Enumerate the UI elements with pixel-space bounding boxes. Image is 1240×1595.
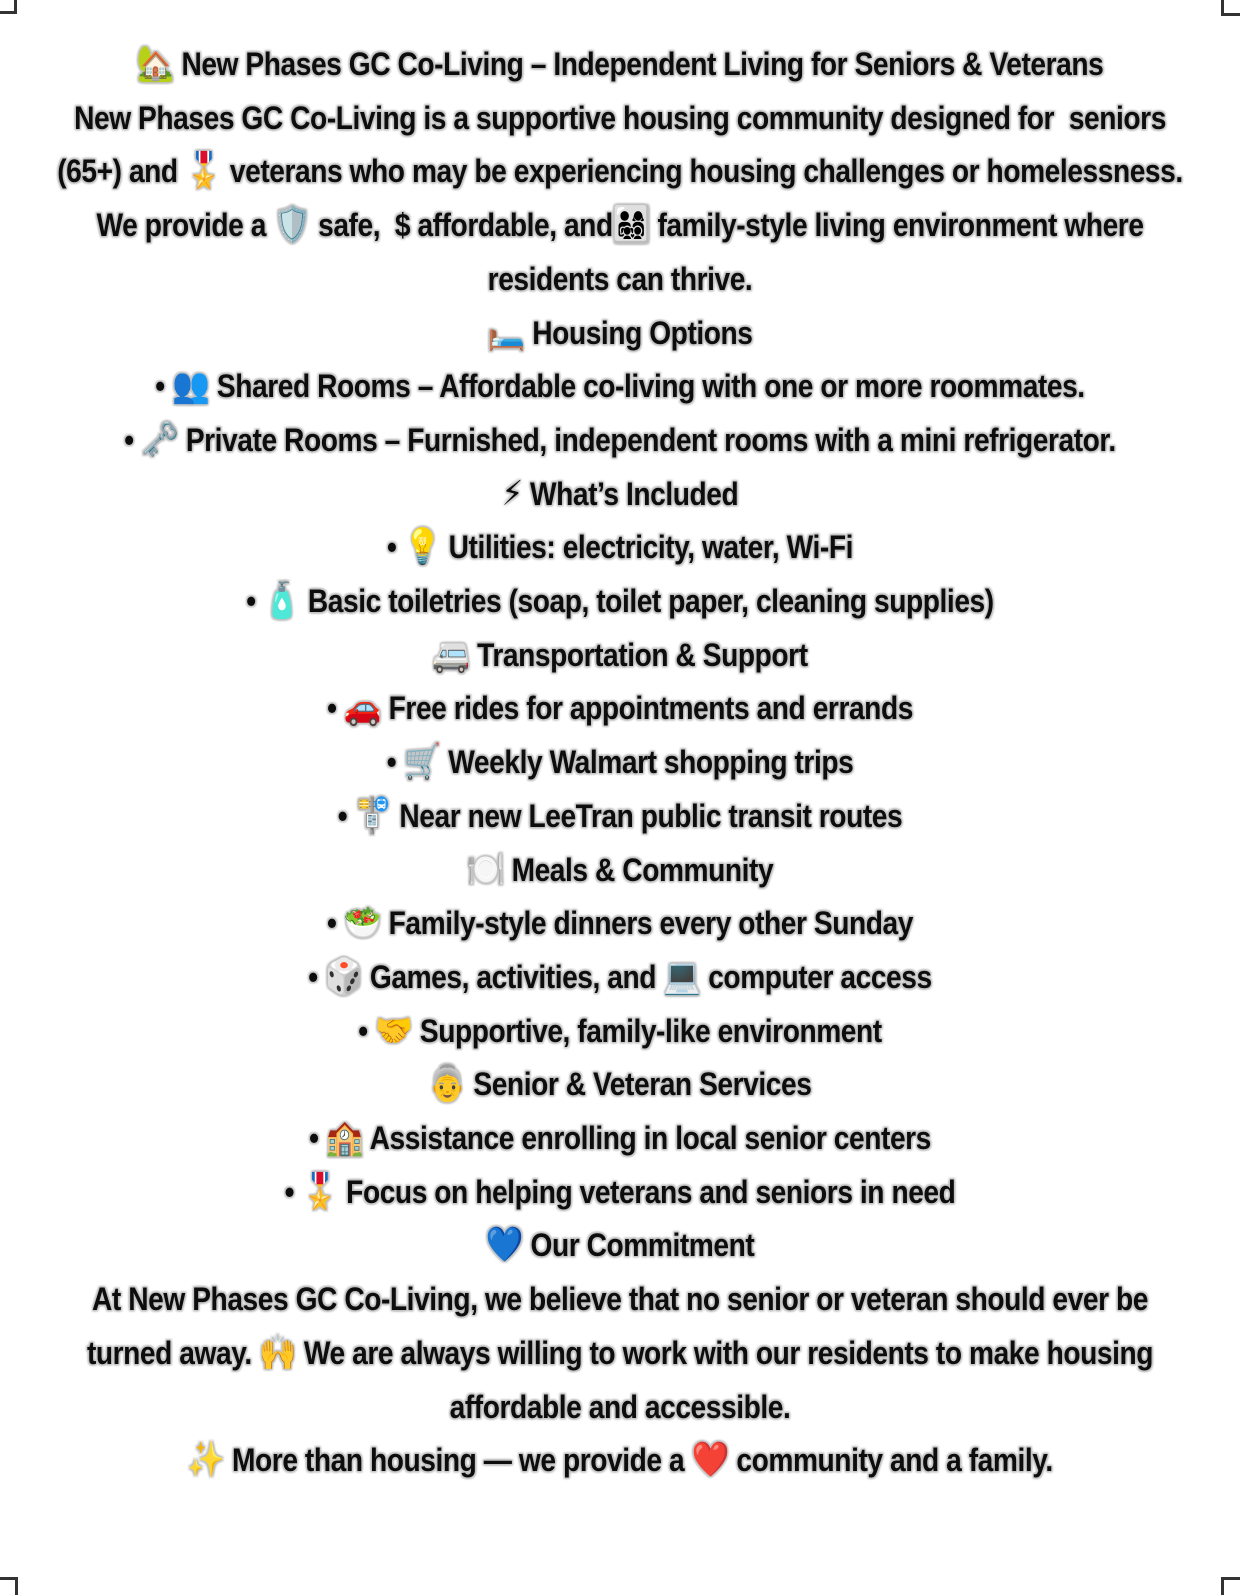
- text-segment: Games, activities, and: [362, 958, 664, 995]
- raising-hands-icon: 🙌: [259, 1333, 297, 1372]
- bullet-leetran-routes: [0, 790, 1240, 844]
- bullet-shared-rooms: [0, 360, 1240, 414]
- heading-our-commitment: [0, 1219, 1240, 1273]
- bed-icon: 🛏️: [487, 313, 525, 352]
- bullet-marker: •: [337, 797, 355, 834]
- military-medal-icon: 🎖️: [185, 152, 223, 191]
- bullet-marker: •: [155, 368, 173, 405]
- high-voltage-icon: ⚡: [501, 474, 523, 513]
- heading-meals-community: [0, 844, 1240, 898]
- laptop-icon: 💻: [663, 957, 701, 996]
- bullet-marker: •: [246, 583, 264, 620]
- text-segment: Assistance enrolling in local senior centers: [363, 1120, 931, 1157]
- commitment-line-1: [0, 1273, 1240, 1327]
- corner-mark-top-right: [1221, 0, 1240, 16]
- house-with-garden-icon: 🏡: [136, 45, 175, 83]
- text-segment: Focus on helping veterans and seniors in need: [338, 1173, 956, 1210]
- military-medal-icon: 🎖️: [301, 1172, 339, 1211]
- shield-icon: 🛡️: [273, 206, 311, 245]
- intro-line-2: [0, 145, 1240, 199]
- light-bulb-icon: 💡: [403, 528, 442, 567]
- commitment-line-3: [0, 1381, 1240, 1435]
- bus-stop-icon: 🚏: [354, 796, 393, 835]
- text-segment: safe, $ affordable, and: [310, 207, 613, 244]
- blue-heart-icon: 💙: [485, 1226, 524, 1265]
- corner-mark-top-left: [0, 0, 17, 14]
- heading-housing-options: [0, 307, 1240, 361]
- text-segment: Housing Options: [524, 314, 753, 351]
- red-heart-icon: ❤️: [691, 1441, 729, 1480]
- intro-line-4: [0, 253, 1240, 307]
- corner-mark-bottom-right: [1221, 1577, 1240, 1595]
- old-key-icon: 🗝️: [141, 420, 179, 459]
- lotion-bottle-icon: 🧴: [263, 582, 301, 621]
- intro-line-1: [0, 92, 1240, 146]
- bullet-marker: •: [308, 958, 326, 995]
- text-segment: Basic toiletries (soap, toilet paper, cleaning supplies): [300, 583, 994, 620]
- text-segment: Utilities: electricity, water, Wi-Fi: [441, 529, 853, 566]
- text-segment: residents can thrive.: [487, 260, 753, 297]
- text-segment: turned away.: [86, 1334, 260, 1371]
- commitment-line-2: [0, 1327, 1240, 1381]
- bullet-marker: •: [284, 1173, 302, 1210]
- text-segment: More than housing — we provide a: [224, 1442, 692, 1479]
- bullet-marker: •: [327, 690, 344, 727]
- bullet-marker: •: [358, 1012, 376, 1049]
- text-segment: Senior & Veteran Services: [465, 1066, 812, 1103]
- text-segment: New Phases GC Co-Living – Independent Living for Seniors & Veterans: [174, 46, 1104, 82]
- heading-senior-veteran-services: [0, 1058, 1240, 1112]
- bullet-marker: •: [386, 744, 404, 781]
- minibus-icon: 🚐: [432, 635, 470, 674]
- corner-mark-bottom-left: [0, 1577, 18, 1595]
- text-segment: Weekly Walmart shopping trips: [440, 744, 854, 781]
- bullet-marker: •: [124, 421, 142, 458]
- heading-whats-included: [0, 468, 1240, 522]
- red-car-icon: 🚗: [343, 689, 382, 728]
- bullet-utilities: [0, 521, 1240, 575]
- text-segment: Our Commitment: [523, 1227, 755, 1264]
- busts-in-silhouette-icon: 👥: [172, 367, 210, 406]
- bullet-marker: •: [387, 529, 404, 566]
- text-segment: Family-style dinners every other Sunday: [381, 905, 913, 942]
- handshake-icon: 🤝: [375, 1011, 413, 1050]
- text-segment: What’s Included: [522, 475, 739, 512]
- text-segment: computer access: [700, 958, 932, 995]
- bullet-games-computer: [0, 951, 1240, 1005]
- family-icon: 👨‍👩‍👧‍👦: [612, 206, 651, 245]
- intro-line-3: [0, 199, 1240, 253]
- bullet-marker: •: [309, 1120, 326, 1157]
- text-segment: We are always willing to work with our residents to make housing: [296, 1334, 1154, 1371]
- bullet-senior-centers: [0, 1112, 1240, 1166]
- bullet-veterans-focus: [0, 1166, 1240, 1220]
- shopping-cart-icon: 🛒: [403, 743, 441, 782]
- text-segment: (65+) and: [57, 153, 186, 190]
- text-segment: Meals & Community: [504, 851, 774, 888]
- text-segment: Free rides for appointments and errands: [381, 690, 913, 727]
- text-segment: affordable and accessible.: [449, 1388, 791, 1425]
- closing-line: [0, 1434, 1240, 1488]
- bullet-family-dinners: [0, 897, 1240, 951]
- bullet-supportive-environment: [0, 1005, 1240, 1059]
- text-segment: veterans who may be experiencing housing challenges or homelessness.: [222, 153, 1183, 190]
- title-line: [0, 38, 1240, 92]
- text-segment: community and a family.: [728, 1442, 1053, 1479]
- green-salad-icon: 🥗: [343, 904, 382, 943]
- flyer-lines: [0, 38, 1240, 1488]
- sparkles-icon: ✨: [187, 1441, 225, 1480]
- text-segment: Near new LeeTran public transit routes: [392, 797, 903, 834]
- bullet-free-rides: [0, 682, 1240, 736]
- heading-transportation-support: [0, 629, 1240, 683]
- text-segment: family-style living environment where: [650, 207, 1144, 244]
- text-segment: Supportive, family-like environment: [412, 1012, 882, 1049]
- bullet-walmart-trips: [0, 736, 1240, 790]
- bullet-private-rooms: [0, 414, 1240, 468]
- text-segment: Private Rooms – Furnished, independent rooms with a mini refrigerator.: [178, 421, 1116, 458]
- text-segment: Transportation & Support: [469, 636, 808, 673]
- bullet-toiletries: [0, 575, 1240, 629]
- school-building-icon: 🏫: [325, 1119, 364, 1158]
- older-woman-icon: 👵: [428, 1065, 466, 1104]
- text-segment: We provide a: [96, 207, 274, 244]
- fork-and-knife-with-plate-icon: 🍽️: [466, 850, 505, 889]
- bullet-marker: •: [327, 905, 344, 942]
- text-segment: New Phases GC Co-Living is a supportive housing community designed for seniors: [74, 99, 1166, 136]
- text-segment: At New Phases GC Co-Living, we believe that no senior or veteran should ever be: [92, 1281, 1148, 1318]
- game-die-icon: 🎲: [325, 957, 363, 996]
- text-segment: Shared Rooms – Affordable co-living with one or more roommates.: [209, 368, 1085, 405]
